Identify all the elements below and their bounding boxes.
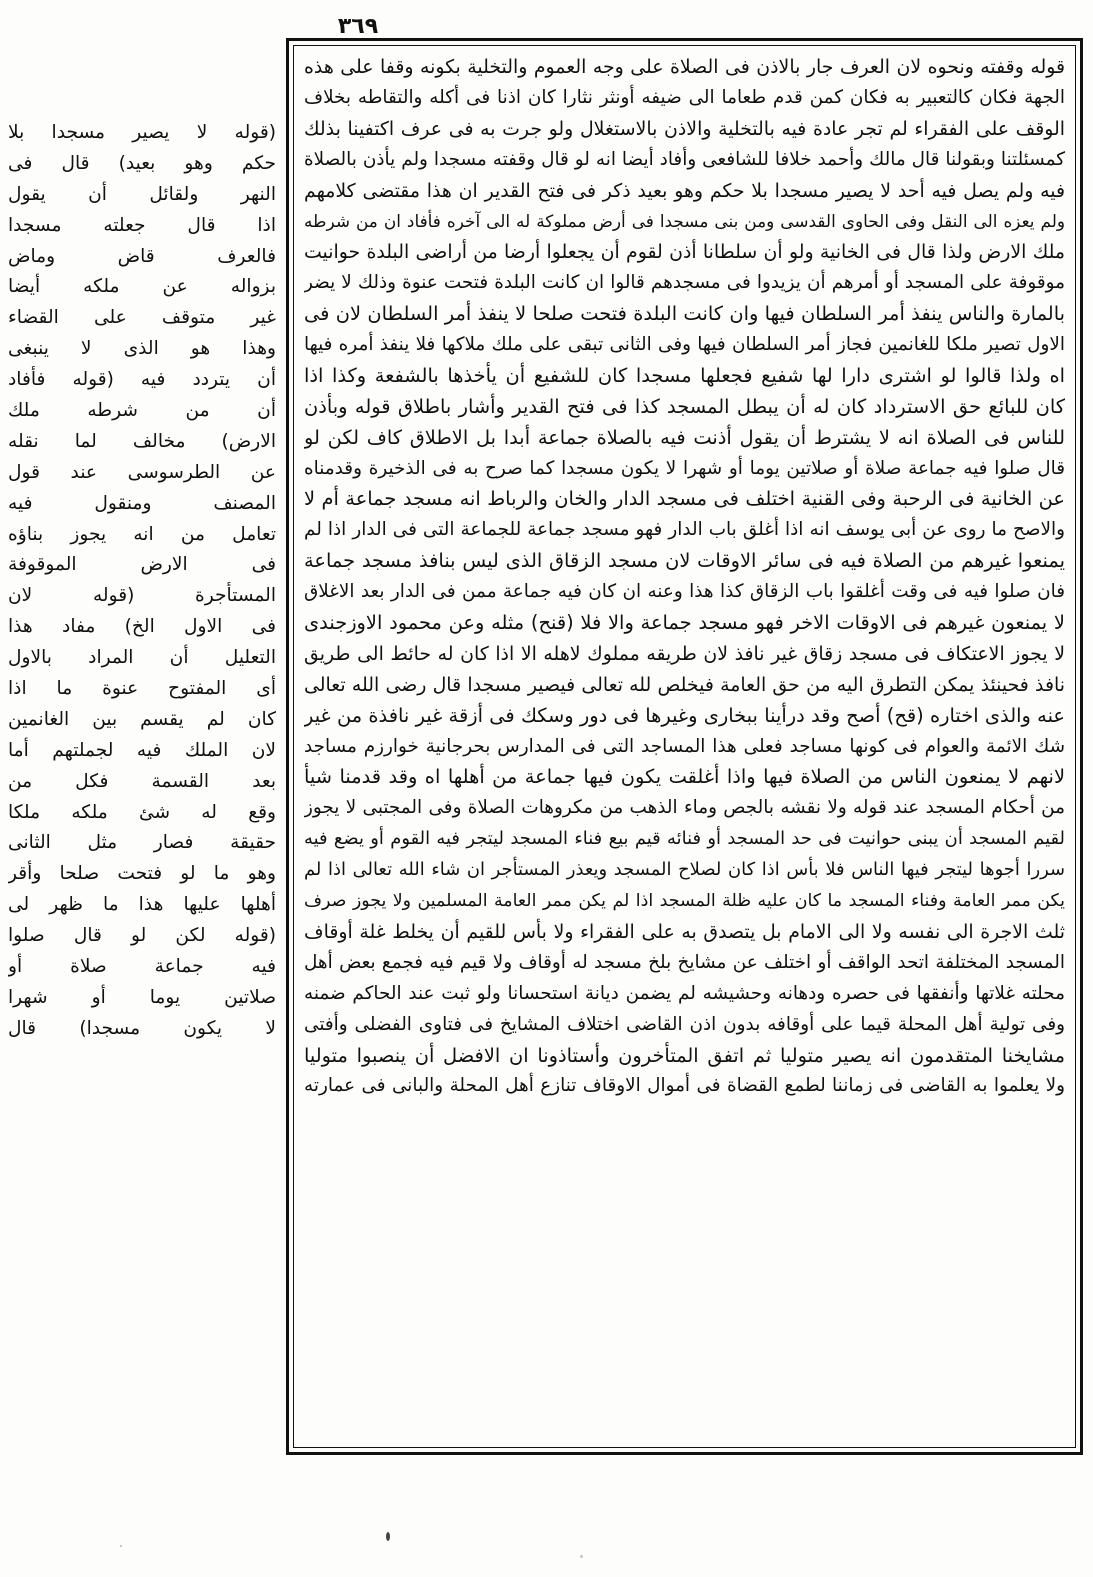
margin-text-line: حكم وهو بعيد) قال فى [8,152,276,174]
margin-text-line: فى الاول الخ) مفاد هذا [8,616,276,638]
main-text-line: مشايخنا المتقدمون انه يصير متوليا ثم اتفق المتأخرون وأستاذونا ان الافضل أن ينصبوا متوليا [304,1043,1065,1067]
margin-text-line: غير متوقف على القضاء [8,307,276,329]
main-text-line: للناس فى الصلاة انه لا يشترط أن يقول أذنت فيه بالصلاة جماعة أبدا بل الاطلاق كاف لكن لو [304,425,1065,449]
main-text-line: فيه ولم يصل فيه أحد لا يصير مسجدا بلا حكم وهو بعيد ذكر فى فتح القدير ان هذا مقتضى كلامهم [304,179,1065,202]
main-text-line: من أحكام المسجد عند قوله ولا نقشه بالجص وماء الذهب من مكروهات الصلاة وفى المجتبى لا يجوز [304,797,1065,819]
margin-text-line: عن الطرسوسى عند قول [8,461,276,483]
main-text-line: شك الائمة والعوام فى كونها مساجد فعلى هذا المساجد التى فى المدارس بحرجانية خوارزم مساجد [304,735,1065,757]
main-text-line: موقوفة على المسجد أو أمرهم أن يزيدوا فى مسجدهم قالوا ان كانت البلدة فتحت عنوة وذلك لا يضر [304,272,1065,294]
margin-text-line: الارض) مخالف لما نقله [8,430,276,452]
margin-text-line: وهذا هو الذى لا ينبغى [8,338,276,360]
main-text-line: والاصح ما روى عن أبى يوسف انه اذا أغلق باب الدار فهو مسجد جماعة للجماعة التى فى الدار اذا لم [304,519,1065,541]
main-text-line: المسجد المختلفة اتحد الواقف أو اختلف عن مشايخ بلخ مسجد له أوقاف ولا قيم فيه فجمع بعض أهل [304,951,1065,973]
margin-text-line: المستأجرة (قوله لان [8,585,276,607]
main-text-line: بالمارة والناس ينفذ أمر السلطان فيها وان كانت البلدة فتحت صلحا لا ينفذ أمر السلطان لان فى [304,302,1065,326]
main-text-line: اه ولذا قالوا لو اشترى دارا لها شفيع فجعلها مسجدا كان للشفيع أن يأخذها بالشفعة وكذا اذا [304,363,1065,387]
main-text-line: عن الخانية فى الرحبة وفى القنية اختلف فى مسجد الدار والخان والرباط انه مسجد جماعة أم لا [304,487,1065,511]
margin-text-line: اذا قال جعلته مسجدا [8,214,276,236]
margin-text-line: التعليل أن المراد بالاول [8,647,276,669]
main-text-line: كان للبائع حق الاسترداد كان له أن يبطل المسجد كذا فى فتح القدير وأشار باطلاق قوله وبأذن [304,394,1065,418]
margin-text-line: فالعرف قاض وماض [8,245,276,267]
margin-text-line: حقيقة فصار مثل الثانى [8,832,276,854]
main-text-frame [286,38,1083,1455]
margin-text-line: المصنف ومنقول فيه [8,492,276,514]
main-text-line: لقيم المسجد أن يبنى حوانيت فى حد المسجد أو فنائه قيم بيع فناء المسجد ليتجر فيه القوم أو يضع فيه [304,828,1065,850]
margin-text-line: كان لم يقسم بين الغانمين [8,708,276,730]
margin-text-line: وهو ما لو فتحت صلحا وأقر [8,863,276,885]
margin-text-line: بعد القسمة فكل من [8,770,276,792]
margin-text-line: صلاتين يوما أو شهرا [8,986,276,1008]
main-text-line: ملك الارض ولذا قال فى الخانية ولو أن سلطانا أذن لقوم أن يجعلوا أرضا من أراضى البلدة حوانيت [304,241,1065,264]
margin-text-line: النهر ولقائل أن يقول [8,183,276,205]
main-text-line: يكن ممر العامة وفناء المسجد ما كان عليه ظلة المسجد اذا لم يكن ممر العامة المسلمين ولا يجوز صرف [304,891,1065,912]
main-text-line: كمسئلتنا وبقولنا قال مالك وأحمد خلافا للشافعى وأفاد أيضا انه لو قال وقفته مسجدا ولم يأذن بالصلاة [304,148,1065,170]
main-text-line: ولم يعزه الى النقل وفى الحاوى القدسى ومن بنى مسجدا فى أرض مملوكة له الى آخره فأفاد ان من شرطه [304,211,1065,232]
main-text-line: لانهم لا يمنعون الناس من الصلاة فيها واذا أغلقت يكون فيها جماعة من أهلها اه وقد قدمنا شيأ [304,765,1065,789]
main-text-line: الجهة فكان كالتعبير به فكان كمن قدم طعاما الى ضيفه أونثر نثارا كان اذنا فى أكله والتقاطه بخلاف [304,86,1065,108]
margin-text-line: أى المفتوح عنوة ما اذا [8,678,276,700]
margin-text-line: أن من شرطه ملك [8,400,276,422]
main-text-line: يمنعوا غيرهم من الصلاة فيه فى سائر الاوقات لان مسجد الزقاق الذى ليس بنافذ مسجد جماعة [304,549,1065,573]
ink-speck [120,1545,122,1547]
margin-text-line: فى الارض الموقوفة [8,554,276,576]
ink-speck [386,1532,390,1541]
main-text-line: لا يجوز الاعتكاف فى مسجد زقاق غير نافذ لان طريقه مملوك لاهله الا اذا كان له حائط الى طريق [304,642,1065,665]
main-text-line: فان صلوا فيه فى وقت أغلقوا باب الزقاق كذا هذا وعنه ان كان فيه جماعة ممن فى الدار بعد الاغلاق [304,581,1065,603]
margin-text-line: (قوله لا يصير مسجدا بلا [8,122,276,143]
main-text-body [293,45,1076,1448]
main-text-line: قال صلوا فيه جماعة صلاة أو صلاتين يوما أو شهرا لا يكون مسجدا كما صرح به فى الذخيرة وقدمناه [304,457,1065,479]
margin-text-line: بزواله عن ملكه أيضا [8,276,276,298]
margin-text-line: (قوله لكن لو قال صلوا [8,925,276,947]
margin-commentary [8,118,276,1045]
main-text-line: عنه والذى اختاره (قح) أصح وقد درأينا ببخارى وغيرها فى دور وسكك فى أزقة غير نافذة من غير [304,703,1065,727]
main-text-line: الاول تصير ملكا للغانمين فجاز أمر السلطان فيها وفى الثانى تبقى على ملك ملاكها فلا ينفذ أمره فيها [304,334,1065,356]
page-number: ٣٦٩ [337,14,379,39]
main-text-line: الوقف على الفقراء لم تجر عادة فيه بالتخلية والاذن بالاستغلال ولو جرت به فى عرف اكتفينا بذلك [304,117,1065,140]
margin-text-line: وقع له شئ ملكه ملكا [8,801,276,823]
margin-text-line: تعامل من انه يجوز بناؤه [8,523,276,545]
margin-text-line: لان الملك فيه لجملتهم أما [8,739,276,761]
main-text-line: ثلث الاجرة الى نفسه ولا الى الامام بل يتصدق به على الفقراء ولا بأس للقيم أن يخلط غلة أوقاف [304,920,1065,943]
main-text-line: وفى تولية أهل المحلة قيما على أوقافه بدون اذن القاضى اختلاف المشايخ فى فتاوى الفضلى وأفتى [304,1013,1065,1035]
ink-speck [580,1555,583,1558]
margin-text-line: لا يكون مسجدا) قال [8,1017,276,1039]
main-text-line: سررا أجوها ليتجر فيها الناس فلا بأس اذا كان لصلاح المسجد ويعذر المستأجر ان شاء الله تعالى اذا لم [304,859,1065,881]
main-text-line: محلته غلاتها وأنفقها فى حصره ودهانه وحشيشه لم يضمن ديانة استحسانا ولو ثبت عند الحاكم ضمنه [304,982,1065,1004]
main-text-line: نافذ فحينئذ يمكن التطرق اليه من حق العامة فيخلص لله تعالى فيصير مسجدا قال رضى الله تعالى [304,673,1065,696]
margin-text-line: فيه جماعة صلاة أو [8,956,276,978]
margin-text-line: أن يتردد فيه (قوله فأفاد [8,369,276,391]
main-text-line: ولا يعلموا به القاضى فى زماننا لطمع القضاة فى أموال الاوقاف تنازع أهل المحلة والبانى فى عمارته [304,1075,1065,1097]
main-text-line: لا يمنعون غيرهم فى الاوقات الاخر فهو مسجد جماعة والا فلا (قنح) مثله وعن محمود الاوزجندى [304,611,1065,635]
main-text-line: قوله وقفته ونحوه لان العرف جار بالاذن فى الصلاة على وجه العموم والتخلية بكونه وقفا على هذه [304,56,1065,78]
margin-text-line: أهلها عليها هذا ما ظهر لى [8,894,276,916]
